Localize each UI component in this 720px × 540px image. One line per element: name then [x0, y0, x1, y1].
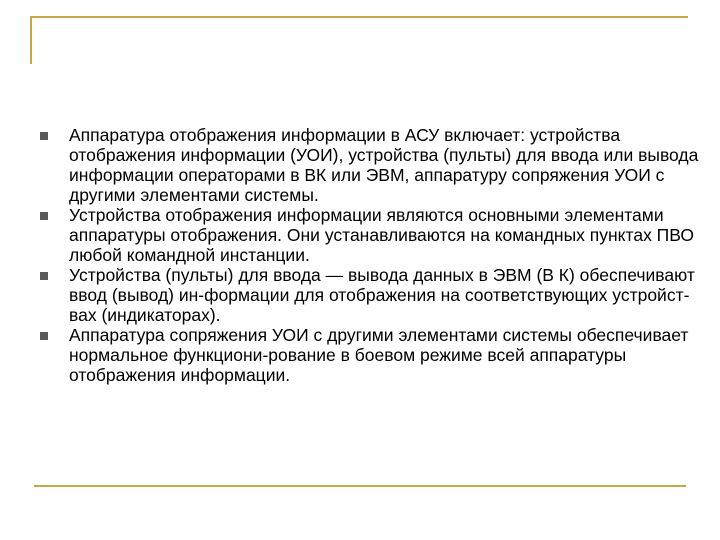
list-item — [40, 205, 700, 265]
square-bullet-icon — [40, 212, 48, 220]
square-bullet-icon — [40, 132, 48, 140]
bullet-text: Устройства отображения информации являются основными элементами аппаратуры отображения. Они устанавливаются на командных пунктах ПВО любой командной инстанции. — [69, 205, 694, 265]
frame-left-rule — [30, 16, 32, 64]
square-bullet-icon — [40, 272, 48, 280]
bullet-list — [40, 125, 700, 385]
bullet-text: Аппаратура отображения информации в АСУ включает: устройства отображения информации (УОИ), устройства (пульты) для ввода или вывода информации операторами в ВК или ЭВМ, аппаратуру сопряжения УОИ с другими элементами системы. — [69, 125, 699, 205]
list-item — [40, 265, 700, 325]
frame-top-rule — [30, 16, 688, 18]
square-bullet-icon — [40, 332, 48, 340]
bullet-text: Аппаратура сопряжения УОИ с другими элементами системы обеспечивает нормальное функциони-рование в боевом режиме всей аппаратуры отображения информации. — [69, 325, 689, 385]
frame-bottom-rule — [34, 485, 686, 487]
bullet-text: Устройства (пульты) для ввода — вывода данных в ЭВМ (В К) обеспечивают ввод (вывод) ин-формации для отображения на соответствующих устройст-вах (индикаторах). — [69, 265, 695, 325]
list-item — [40, 125, 700, 205]
list-item — [40, 325, 700, 385]
slide-body — [40, 125, 700, 385]
